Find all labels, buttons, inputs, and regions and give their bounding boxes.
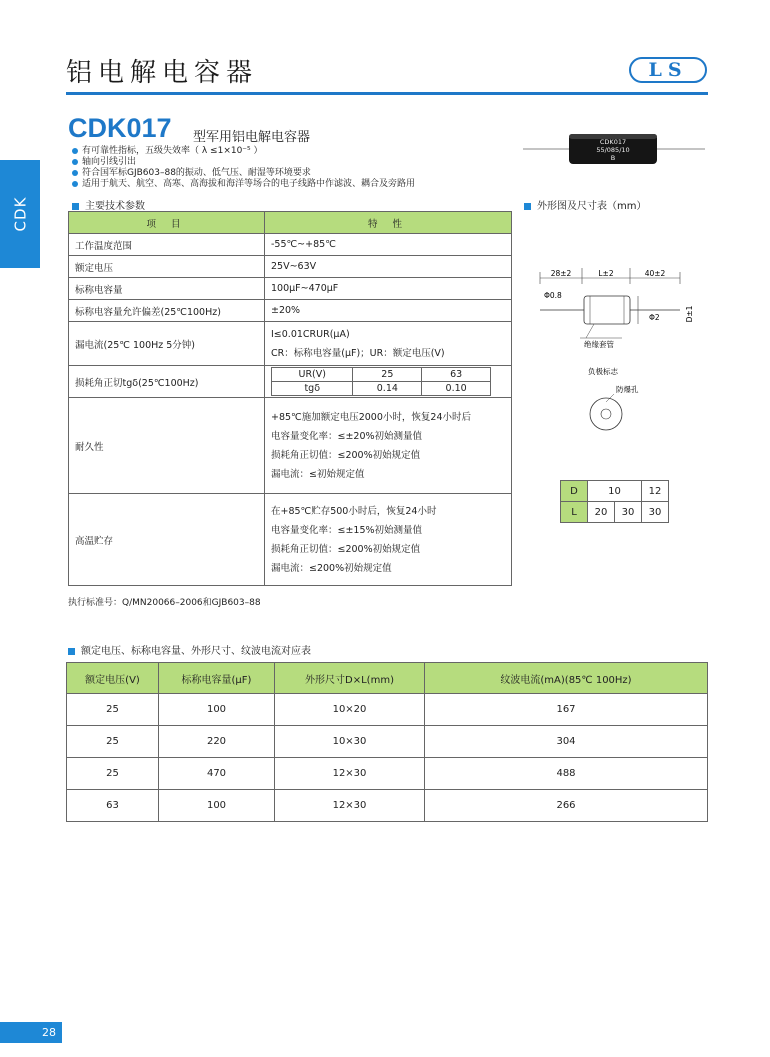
- header-rule: [66, 92, 708, 95]
- vent-label: 防爆孔: [616, 385, 639, 394]
- bullet-icon: [72, 159, 78, 165]
- spec-label: 耐久性: [69, 398, 265, 494]
- spec-value: [265, 322, 512, 366]
- spec-value: [265, 366, 512, 398]
- spec-value: 在+85℃贮存500小时后，恢复24小时 电容量变化率：≤±15%初始测量值 损耗角正切值：≤200%初始规定值 漏电流：≤200%初始规定值: [265, 494, 512, 586]
- lead-diameter: Φ0.8: [544, 291, 562, 300]
- bullet-icon: [72, 148, 78, 154]
- spec-label: 高温贮存: [69, 494, 265, 586]
- body-diameter: D±1: [685, 305, 694, 323]
- tand-label: tgδ: [272, 382, 353, 396]
- feature-list: [72, 146, 415, 190]
- dimension-table: [560, 480, 669, 523]
- tand-value: 0.10: [422, 382, 491, 396]
- sleeve-label: 绝缘套管: [584, 340, 614, 349]
- table-row: 63 100 12×30 266: [67, 790, 708, 822]
- spec-header-char: 特 性: [265, 212, 512, 234]
- dim-d-value: 10: [588, 481, 642, 502]
- spec-label: 工作温度范围: [69, 234, 265, 256]
- dim-l-label: L: [561, 502, 588, 523]
- standard-reference: 执行标准号：Q/MN20066–2006和GJB603–88: [68, 598, 261, 608]
- spec-value: ±20%: [265, 300, 512, 322]
- feature-item: 轴向引线引出: [72, 157, 415, 168]
- table-row: 25 100 10×20 167: [67, 694, 708, 726]
- side-tab-label: CDK: [11, 196, 29, 232]
- spec-table: [68, 211, 512, 586]
- capacitor-photo: [523, 128, 705, 170]
- square-bullet-icon: [72, 203, 79, 210]
- ratings-header: 标称电容量(μF): [159, 663, 275, 694]
- spec-label: 漏电流(25℃ 100Hz 5分钟): [69, 322, 265, 366]
- square-bullet-icon: [524, 203, 531, 210]
- spec-value: 100μF~470μF: [265, 278, 512, 300]
- spec-header-item: 项 目: [69, 212, 265, 234]
- spec-label: 标称电容量: [69, 278, 265, 300]
- ratings-section-title: 额定电压、标称电容量、外形尺寸、纹波电流对应表: [68, 642, 311, 657]
- ratings-table: [66, 662, 708, 822]
- ratings-header: 纹波电流(mA)(85℃ 100Hz): [425, 663, 708, 694]
- spec-value: 25V~63V: [265, 256, 512, 278]
- table-row: 25 220 10×30 304: [67, 726, 708, 758]
- marking-line-2: 55/085/10: [596, 146, 630, 154]
- ratings-header: 外形尺寸D×L(mm): [275, 663, 425, 694]
- page-number: 28: [42, 1026, 56, 1039]
- dim-l-value: 30: [615, 502, 642, 523]
- feature-item: 有可靠性指标，五级失效率（ λ ≤1×10⁻⁵ ）: [72, 146, 415, 157]
- dim-l-value: 20: [588, 502, 615, 523]
- spec-label: 损耗角正切tgδ(25℃100Hz): [69, 366, 265, 398]
- tand-voltage: 25: [353, 368, 422, 382]
- leakage-formula: I≤0.01CRUR(μA): [271, 328, 350, 340]
- model-number: CDK017: [68, 113, 172, 143]
- tand-voltage-label: UR(V): [272, 368, 353, 382]
- spec-value: +85℃施加额定电压2000小时，恢复24小时后 电容量变化率：≤±20%初始测量值 损耗角正切值：≤200%初始规定值 漏电流：≤初始规定值: [265, 398, 512, 494]
- feature-item: 符合国军标GJB603–88的振动、低气压、耐湿等环境要求: [72, 168, 415, 179]
- dim-lead-left: 28±2: [550, 269, 572, 278]
- polarity-label: 负极标志: [588, 367, 618, 376]
- square-bullet-icon: [68, 648, 75, 655]
- table-row: 25 470 12×30 488: [67, 758, 708, 790]
- model-subtitle: 型军用铝电解电容器: [193, 130, 311, 145]
- tand-value: 0.14: [353, 382, 422, 396]
- bullet-icon: [72, 181, 78, 187]
- brand-logo: [629, 57, 707, 83]
- marking-line-1: CDK017: [599, 138, 627, 146]
- dim-d-value: 12: [642, 481, 669, 502]
- dim-l-value: 30: [642, 502, 669, 523]
- spec-value: -55℃~+85℃: [265, 234, 512, 256]
- dim-d-label: D: [561, 481, 588, 502]
- side-tab: [0, 160, 40, 268]
- tand-subtable: [271, 367, 491, 396]
- page-title: 铝电解电容器: [66, 58, 259, 88]
- logo-text: LS: [648, 59, 688, 81]
- spec-label: 标称电容量允许偏差(25℃100Hz): [69, 300, 265, 322]
- marking-line-3: B: [610, 154, 616, 162]
- spec-section-title: 主要技术参数: [72, 197, 145, 212]
- leakage-legend: CR：标称电容量(μF)；UR：额定电压(V): [271, 347, 445, 359]
- feature-item: 适用于航天、航空、高寒、高海拔和海洋等场合的电子线路中作滤波、耦合及旁路用: [72, 179, 415, 190]
- end-diameter: Φ2: [649, 313, 660, 322]
- dim-body-length: L±2: [598, 269, 614, 278]
- dim-lead-right: 40±2: [644, 269, 666, 278]
- outline-drawing: [522, 262, 708, 432]
- outline-section-title: 外形图及尺寸表（mm）: [524, 197, 646, 212]
- spec-label: 额定电压: [69, 256, 265, 278]
- bullet-icon: [72, 170, 78, 176]
- ratings-header: 额定电压(V): [67, 663, 159, 694]
- tand-voltage: 63: [422, 368, 491, 382]
